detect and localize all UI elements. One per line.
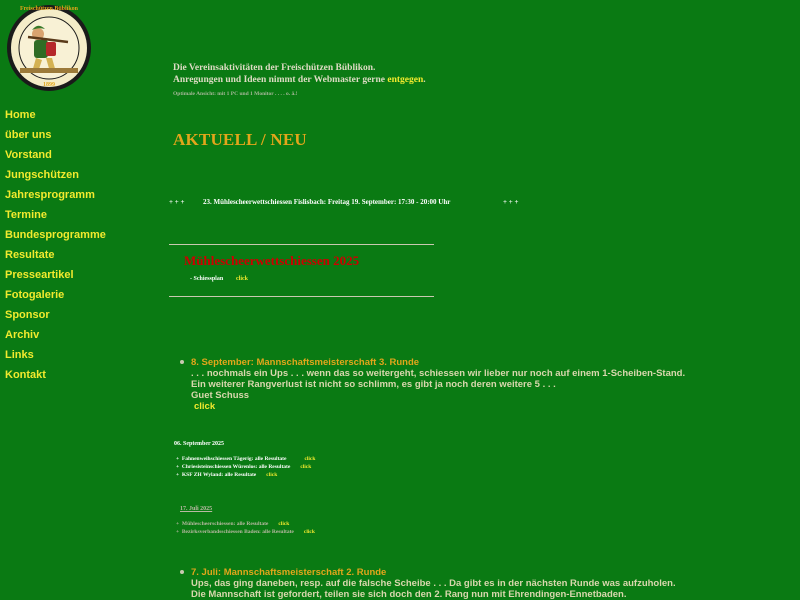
nav-item-sponsor[interactable]: Sponsor <box>5 309 50 321</box>
news-item-mm-3 <box>180 357 685 412</box>
result-link[interactable]: click <box>300 464 312 470</box>
nav-item-termine[interactable]: Termine <box>5 209 47 221</box>
nav-item-ueber-uns[interactable]: über uns <box>5 129 52 141</box>
result-label: Chriesisteinschiessen Würenlos: alle Resultate <box>181 464 291 470</box>
result-row: + Bezirksverbandsschiessen Baden: alle Resultate click <box>176 529 315 535</box>
divider-bottom <box>169 296 434 297</box>
nav-item-vorstand[interactable]: Vorstand <box>5 149 52 161</box>
nav-item-bundesprogramme[interactable]: Bundesprogramme <box>5 229 106 241</box>
webmaster-contact-link[interactable]: entgegen <box>387 75 424 85</box>
result-row: + KSF ZH Wyland: alle Resultate click <box>176 472 278 478</box>
nav-item-jahresprogramm[interactable]: Jahresprogramm <box>5 189 95 201</box>
result-label: KSF ZH Wyland: alle Resultate <box>181 472 257 478</box>
club-logo <box>6 4 92 92</box>
marksman-emblem-icon <box>6 4 92 92</box>
sidebar-nav <box>5 108 155 388</box>
nav-item-archiv[interactable]: Archiv <box>5 329 40 341</box>
result-link[interactable]: click <box>303 529 315 535</box>
news-line-1: Ups, das ging daneben, resp. auf die falsche Scheibe . . . Da gibt es in der nächsten Runde was aufzuholen. <box>191 578 676 589</box>
results-date-september: 06. September 2025 <box>174 441 225 447</box>
intro-line-2 <box>173 74 426 86</box>
intro-line-2-prefix: Anregungen und Ideen nimmt der Webmaster gerne <box>173 75 388 85</box>
logo-text-top: Freischützen Büblikon <box>19 6 79 12</box>
news-line-2: Ein weiterer Rangverlust ist nicht so schlimm, es gibt ja noch deren weitere 5 . . . <box>191 379 556 390</box>
result-row: + Fahnenweihschiessen Tägerig: alle Resultate click <box>176 456 316 462</box>
result-link[interactable]: click <box>304 456 316 462</box>
news-item-mm-2 <box>180 567 676 600</box>
news-title: 7. Juli: Mannschaftsmeisterschaft 2. Runde <box>191 567 387 578</box>
nav-item-resultate[interactable]: Resultate <box>5 249 55 261</box>
intro-line-1: Die Vereinsaktivitäten der Freischützen Büblikon. <box>173 63 376 73</box>
ticker-right-marker: + + + <box>503 198 519 206</box>
news-title: 8. September: Mannschaftsmeisterschaft 3. Runde <box>191 357 420 368</box>
muehle-title: Mühlescheerwettschiessen 2025 <box>184 253 360 268</box>
nav-item-fotogalerie[interactable]: Fotogalerie <box>5 289 65 301</box>
nav-item-links[interactable]: Links <box>5 349 34 361</box>
result-label: Bezirksverbandsschiessen Baden: alle Resultate <box>181 529 294 535</box>
news-line-1: . . . nochmals ein Ups . . . wenn das so weitergeht, schiessen wir lieber nur noch auf einem 1-Scheiben-Stand. <box>191 368 686 379</box>
results-date-july: 17. Juli 2025 <box>180 506 213 512</box>
logo-year: 1899 <box>43 82 55 88</box>
result-row: + Mühlescheerschiessen: alle Resultate click <box>176 521 290 527</box>
section-title-aktuell: AKTUELL / NEU <box>173 130 307 149</box>
bullet-icon <box>180 360 184 364</box>
ticker-text: 23. Mühlescheerwettschiessen Fislisbach: Freitag 19. September: 17:30 - 20:00 Uhr <box>203 198 451 206</box>
schiessplan-label: - Schiessplan <box>190 276 224 282</box>
result-label: Mühlescheerschiessen: alle Resultate <box>181 521 269 527</box>
nav-item-kontakt[interactable]: Kontakt <box>5 369 46 381</box>
ticker-left-marker: + + + <box>169 198 185 206</box>
nav-item-home[interactable]: Home <box>5 109 36 121</box>
divider-top <box>169 244 434 245</box>
results-list-september <box>176 455 315 479</box>
result-link[interactable]: click <box>266 472 278 478</box>
nav-item-jungschuetzen[interactable]: Jungschützen <box>5 169 79 181</box>
news-line-3: Guet Schuss <box>191 390 250 401</box>
result-label: Fahnenweihschiessen Tägerig: alle Resultate <box>181 456 287 462</box>
schiessplan-link[interactable]: click <box>236 276 248 282</box>
bullet-icon <box>180 570 184 574</box>
results-list-july <box>176 520 315 536</box>
intro-text <box>173 62 426 86</box>
result-link[interactable]: click <box>278 521 290 527</box>
result-row: + Chriesisteinschiessen Würenlos: alle Resultate click <box>176 464 312 470</box>
intro-line-2-suffix: . <box>423 75 426 85</box>
news-more-link[interactable]: click <box>194 401 216 412</box>
nav-item-presseartikel[interactable]: Presseartikel <box>5 269 74 281</box>
display-hint: Optimale Ansicht: mit 1 PC und 1 Monitor . . . . o. ä.! <box>173 91 298 97</box>
news-line-2: Die Mannschaft ist gefordert, teilen sie sich doch den 2. Rang nun mit Ehrendingen-Ennetbaden. <box>191 589 627 600</box>
